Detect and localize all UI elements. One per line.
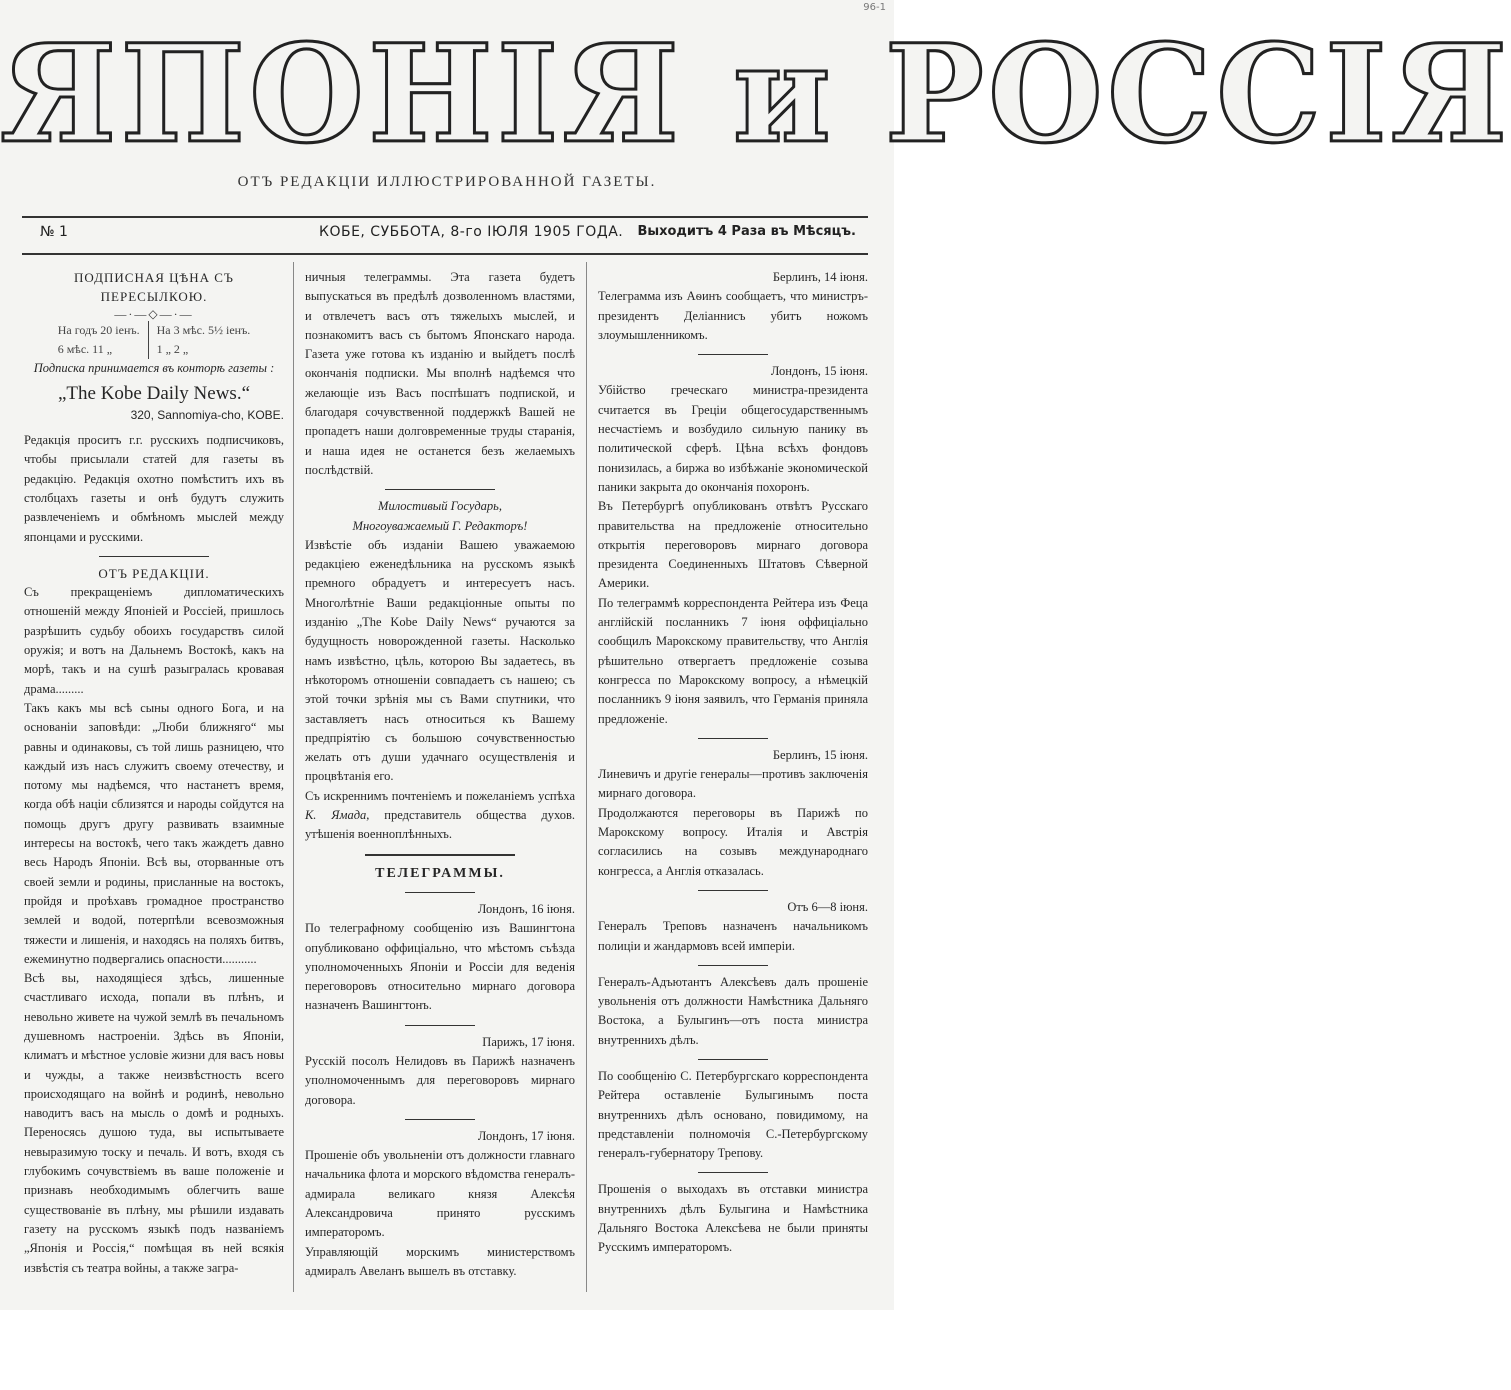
telegram-text: Въ Петербургѣ опубликованъ отвѣтъ Русскаго правительства на предложеніе относительно открытія переговоровъ мирнаго договора президента Соединенныхъ Штатовъ Сѣверной Америки. <box>598 499 868 591</box>
bottom-strip <box>0 1310 894 1390</box>
telegram-text: Прошеніе объ увольненіи отъ должности главнаго начальника флота и морского вѣдомства генералъ-адмирала великаго князя Алексѣя Александровича принято русскимъ императоромъ. <box>305 1148 575 1240</box>
section-rule <box>385 489 495 490</box>
page-note: 96-1 <box>863 2 886 13</box>
telegram-text: Телеграмма изъ Аѳинъ сообщаетъ, что министръ-президентъ Деліаннисъ убитъ ножомъ злоумышленникомъ. <box>598 289 868 342</box>
section-rule <box>698 1059 768 1060</box>
issue-frequency: Выходитъ 4 Раза въ Мѣсяцъ. <box>637 224 856 239</box>
price-left-1: На годъ 20 іенъ. <box>57 322 140 337</box>
column-2 <box>305 268 575 1281</box>
editorial-paragraph-2: Такъ какъ мы всѣ сыны одного Бога, и на основаніи заповѣди: „Люби ближняго“ мы равны и одинаковы, съ той лишь разницею, что каждый изъ насъ служитъ своему отечеству, и потому мы надѣемся, что настанетъ время, когда обѣ націи сблизятся и народы сойдутся на помощь другъ другу развивать взаимные интересы на востокѣ, чего такъ жаждетъ давно весь Народъ Японіи. Всѣ вы, оторванные отъ своей земли и родины, присланные на востокъ, пройдя и проѣхавъ громадное пространство землей и водой, потерпѣли всевозможныя тяжести и лишенія, и находясь на поляхъ битвъ, ежеминутно подвергались опасности........... <box>24 700 284 966</box>
letter-signer-rest: представитель общества духов. утѣшенія военноплѣнныхъ. <box>305 808 575 842</box>
issue-line <box>22 224 868 246</box>
newspaper-title: ЯПОНІЯ и РОССІЯ <box>0 15 1511 174</box>
issue-place-date: КОБЕ, СУББОТА, 8-го ІЮЛЯ 1905 ГОДА. <box>319 224 624 240</box>
telegram-text: Линевичъ и другіе генералы—противъ заключенія мирнаго договора. <box>598 767 868 801</box>
telegram-text: Прошенія о выходахъ въ отставки министра внутреннихъ дѣлъ Булыгина и Намѣстника Дальняго Востока Алексѣева не были приняты Русскимъ императоромъ. <box>598 1182 868 1255</box>
editorial-paragraph-3: Всѣ вы, находящіеся здѣсь, лишенные счастливаго исхода, попали въ плѣнъ, и невольно живете на чужой землѣ въ печальномъ душевномъ настроеніи. Здѣсь въ Японіи, климатъ и мѣстное условіе жизни для васъ новы и чужды, а также неизвѣстность всего происходящаго на войнѣ и родинѣ, невольно наводитъ васъ на мысль о домѣ и родныхъ. Переносясь душою туда, вы испытываете невыразимую тоску и печаль. И вотъ, входя съ глубокимъ сочувствіемъ въ ваше положеніе и признавъ необходимымъ облегчить ваше существованіе въ плѣну, мы рѣшили издавать газету на русскомъ языкѣ подъ названіемъ „Японія и Россія,“ помѣщая въ ней всякія извѣстія съ театра войны, а также загра- <box>24 971 284 1275</box>
price-left-2: 6 мѣс. 11 „ <box>57 341 113 356</box>
header-rule-bottom <box>22 253 868 255</box>
section-rule <box>698 354 768 355</box>
telegram-text: Управляющій морскимъ министерствомъ адмиралъ Авеланъ вышелъ въ отставку. <box>305 1244 575 1278</box>
price-table <box>24 321 284 360</box>
section-rule <box>698 1172 768 1173</box>
editorial-heading: ОТЪ РЕДАКЦІИ. <box>98 565 210 581</box>
telegram-place: Лондонъ, 16 іюня. <box>477 901 575 916</box>
issue-number: № 1 <box>40 224 68 240</box>
telegram-text: Генералъ-Адъютантъ Алексѣевъ далъ прошеніе увольненія отъ должности Намѣстника Дальняго Востока, а Булыгинъ—отъ поста министра внутреннихъ дѣлъ. <box>598 974 868 1047</box>
column-1 <box>24 268 284 1278</box>
section-rule <box>405 1025 475 1026</box>
editorial-paragraph-1: Съ прекращеніемъ дипломатическихъ отношеній между Японіей и Россіей, пришлось разрѣшить судьбу обоихъ государствъ силой оружія; и вотъ на Дальнемъ Востокѣ, какъ на морѣ, такъ и на сушѣ разыгралась кровавая драма......... <box>24 585 284 696</box>
telegram-text: По телеграммѣ корреспондента Рейтера изъ Феца англійскій посланникъ 7 іюня оффиціально сообщилъ Марокскому правительству, что Англія рѣшительно отвергаетъ предложеніе созыва конгресса по Марокскому вопросу, а нѣмецкій посланникъ 9 іюня заявилъ, что Германія приняла предложеніе. <box>598 595 868 726</box>
telegram-text: Убійство греческаго министра-президента считается въ Греціи общегосударственнымъ несчастіемъ и возбудило сильную панику въ политической сферѣ. Цѣна всѣхъ фондовъ понизилась, а биржа во избѣжаніе экономической паники закрыта до окончанія похоронъ. <box>598 383 868 494</box>
masthead <box>0 10 1511 191</box>
ornament-divider: —·—◇—·— <box>114 306 194 321</box>
section-rule-heavy <box>365 854 515 856</box>
section-rule <box>698 738 768 739</box>
ad-address: 320, Sannomiya-cho, KOBE. <box>130 407 284 422</box>
section-rule <box>405 1119 475 1120</box>
column-divider-2 <box>586 262 587 1292</box>
telegram-text: Русскій посолъ Нелидовъ въ Парижѣ назначенъ уполномоченнымъ для переговоровъ мирнаго договора. <box>305 1053 575 1107</box>
newspaper-subtitle: ОТЪ РЕДАКЦІИ ИЛЛЮСТРИРОВАННОЙ ГАЗЕТЫ. <box>237 174 657 190</box>
editorial-continuation: ничныя телеграммы. Эта газета будетъ выпускаться въ предѣлѣ дозволенномъ властями, и отвлечетъ васъ отъ тяжелыхъ мыслей, и познакомитъ васъ съ бытомъ Японскаго народа. Газета уже готова къ изданію и выйдетъ послѣ окончанія подписки. Мы вполнѣ надѣемся что желающіе изъ Васъ поспѣшатъ подпиской, и благодаря сочувственной поддержкѣ Вашей не пропадетъ наши долговременные труды старанія, и наша идея не останется безъ желаемыхъ послѣдствій. <box>305 270 575 477</box>
telegram-place: Лондонъ, 17 іюня. <box>477 1128 575 1143</box>
letter-salutation-2: Многоуважаемый Г. Редакторъ! <box>352 518 528 533</box>
price-right-2: 1 „ 2 „ <box>156 341 189 356</box>
subscribe-note: Подписка принимается въ конторѣ газеты : <box>33 361 275 376</box>
section-rule <box>405 892 475 893</box>
telegram-text: По телеграфному сообщенію изъ Вашингтона опубликовано оффиціально, что мѣстомъ съѣзда уполномоченныхъ Японіи и Россіи для веденія переговоровъ относительно мирнаго договора назначенъ Вашингтонъ. <box>305 921 575 1013</box>
letter-salutation-1: Милостивый Государь, <box>378 499 502 514</box>
telegram-place: Отъ 6—8 іюня. <box>787 899 868 914</box>
telegram-place: Парижъ, 17 іюня. <box>482 1034 575 1049</box>
telegram-place: Лондонъ, 15 іюня. <box>770 364 868 379</box>
price-title: ПОДПИСНАЯ ЦѢНА СЪ ПЕРЕСЫЛКОЮ. <box>74 270 234 305</box>
section-rule <box>698 890 768 891</box>
ad-title: „The Kobe Daily News.“ <box>57 383 251 405</box>
price-right-1: На 3 мѣс. 5½ іенъ. <box>156 322 251 337</box>
request-paragraph: Редакція проситъ г.г. русскихъ подписчиковъ, чтобы присылали статей для газеты въ редакцію. Редакція охотно помѣститъ ихъ въ столбцахъ газеты и онѣ будутъ служить развлеченіемъ и обмѣномъ мыслей между японцами и русскими. <box>24 433 284 544</box>
letter-signer: К. Ямада, <box>305 808 370 823</box>
letter-body: Извѣстіе объ изданіи Вашею уважаемою редакціею еженедѣльника на русскомъ языкѣ премного обрадуетъ и интересуетъ насъ. Многолѣтніе Ваши редакціонные опыты по изданію „The Kobe Daily News“ ручаются за будущность новорожденной газеты. Насколько намъ извѣстно, цѣль, которою Вы задаетесь, въ нѣкоторомъ отношеніи совпадаетъ съ нашею; съ этой точки зрѣнія мы съ Вами спутники, что заставляетъ насъ относиться къ Вашему предпріятію съ большою сочувственностью желать отъ души удачнаго осуществленія и процвѣтанія его. <box>305 537 575 784</box>
header-rule-top <box>22 216 868 218</box>
section-rule <box>99 556 209 557</box>
telegram-text: По сообщенію С. Петербургскаго корреспондента Рейтера оставленіе Булыгинымъ поста внутреннихъ дѣлъ основано, повидимому, на представленіи полномочія С.-Петербургскому генералъ-губернатору Трепову. <box>598 1068 868 1161</box>
telegram-place: Берлинъ, 15 іюня. <box>772 747 868 762</box>
letter-closing <box>305 787 575 845</box>
telegrams-heading: ТЕЛЕГРАММЫ. <box>375 865 505 881</box>
letter-closing-text: Съ искреннимъ почтеніемъ и пожеланіемъ успѣха <box>305 788 575 803</box>
section-rule <box>698 965 768 966</box>
column-3 <box>598 268 868 1258</box>
column-divider-1 <box>293 262 294 1292</box>
telegram-text: Генералъ Треповъ назначенъ начальникомъ полиціи и жандармовъ всей имперіи. <box>598 919 868 953</box>
telegram-place: Берлинъ, 14 іюня. <box>772 270 868 284</box>
telegram-text: Продолжаются переговоры въ Парижѣ по Марокскому вопросу. Италія и Австрія согласились на созывъ международнаго конгресса, а Англія отказалась. <box>598 805 868 878</box>
